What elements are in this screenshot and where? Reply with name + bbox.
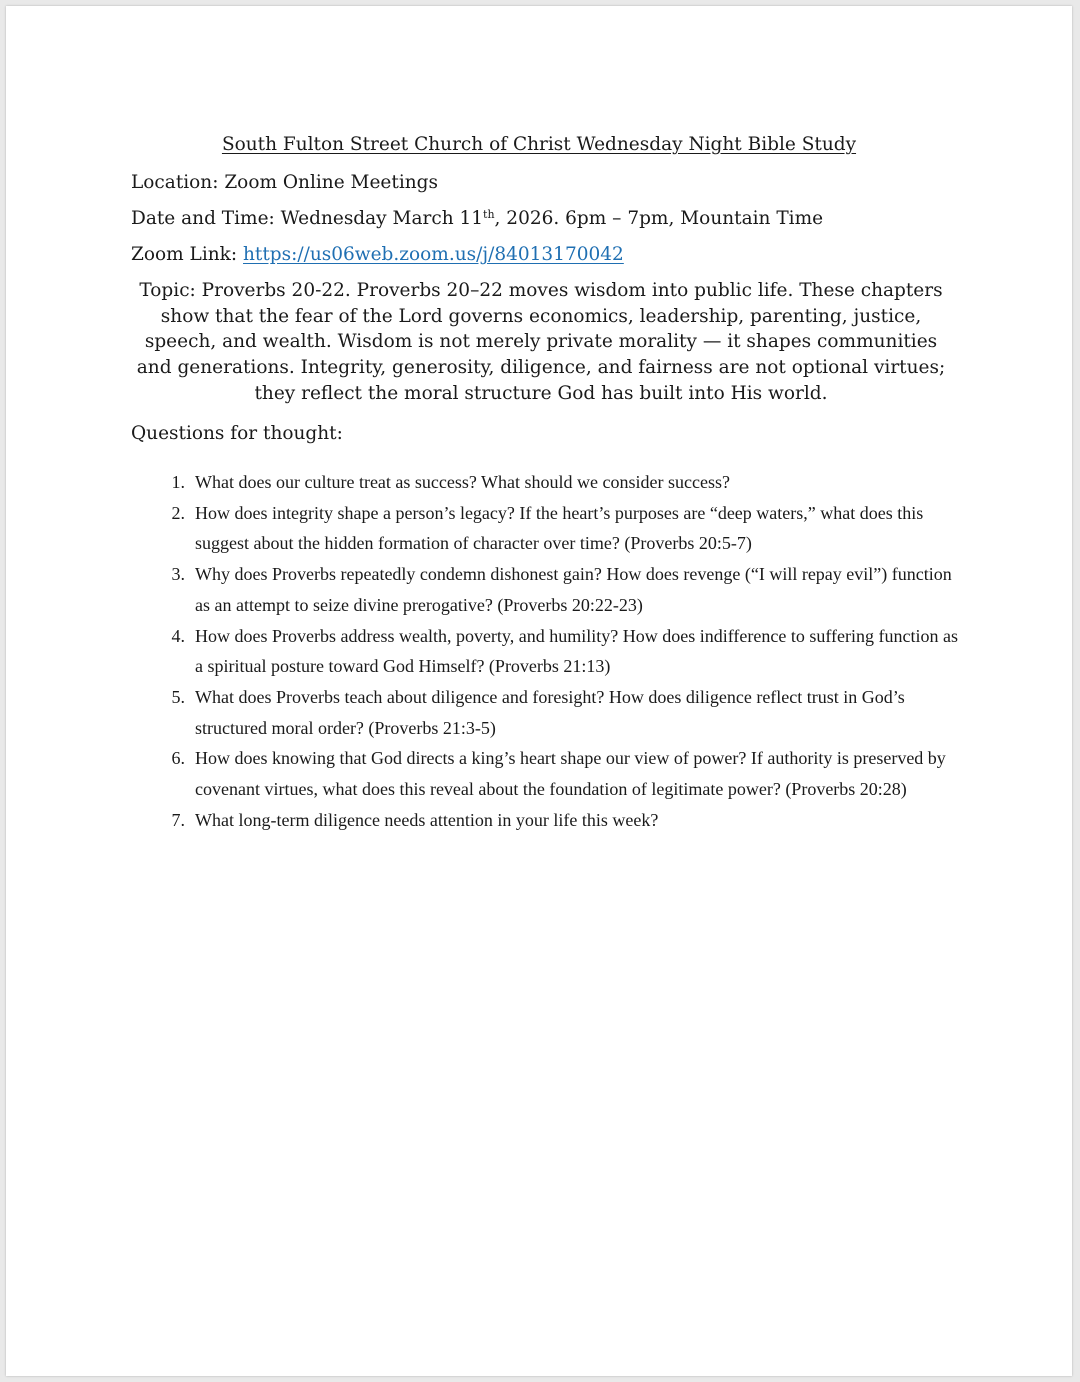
questions-heading: Questions for thought: <box>131 423 343 444</box>
question-text: What long-term diligence needs attention in your life this week? <box>195 809 659 830</box>
questions-list <box>131 467 961 835</box>
zoom-link-label: Zoom Link: <box>131 244 243 265</box>
location-line: Location: Zoom Online Meetings <box>131 172 438 193</box>
question-item <box>131 467 961 498</box>
question-number: 6. <box>171 748 185 769</box>
question-number: 4. <box>171 625 185 646</box>
date-time-line <box>131 208 823 229</box>
question-number: 2. <box>171 502 185 523</box>
question-number: 1. <box>171 472 185 492</box>
question-item <box>131 743 961 804</box>
date-ordinal-suffix: th <box>483 208 495 221</box>
question-item <box>131 621 961 682</box>
question-item <box>131 559 961 620</box>
question-text: How does integrity shape a person’s legacy? If the heart’s purposes are “deep waters,” what does this suggest about the hidden formation of character over time? (Proverbs 20:5-7) <box>195 502 924 554</box>
question-text: Why does Proverbs repeatedly condemn dishonest gain? How does revenge (“I will repay evil”) function as an attempt to seize divine prerogative? (Proverbs 20:22-23) <box>195 564 952 615</box>
question-number: 5. <box>171 686 185 707</box>
topic-paragraph: Topic: Proverbs 20-22. Proverbs 20–22 moves wisdom into public life. These chapters show that the fear of the Lord governs economics, leadership, parenting, justice, speech, and wealth. Wisdom is not merely private morality — it shapes communities and generations. Integrity, generosity, diligence, and fairness are not optional virtues; they reflect the moral structure God has built into His world. <box>136 280 946 404</box>
document-page <box>6 6 1072 1376</box>
question-text: How does Proverbs address wealth, poverty, and humility? How does indifference to suffering function as a spiritual posture toward God Himself? (Proverbs 21:13) <box>195 625 958 677</box>
zoom-link[interactable]: https://us06web.zoom.us/j/84013170042 <box>243 244 624 265</box>
question-text: How does knowing that God directs a king’s heart shape our view of power? If authority is preserved by covenant virtues, what does this reveal about the foundation of legitimate power? (Proverbs 20:28) <box>195 748 946 800</box>
question-number: 3. <box>171 564 185 585</box>
question-number: 7. <box>171 809 185 830</box>
date-time-prefix: Date and Time: Wednesday March 11 <box>131 208 484 229</box>
question-item <box>131 805 961 836</box>
date-time-rest: , 2026. 6pm – 7pm, Mountain Time <box>494 208 824 229</box>
question-text: What does our culture treat as success? What should we consider success? <box>195 472 730 492</box>
question-text: What does Proverbs teach about diligence and foresight? How does diligence reflect trust in God’s structured moral order? (Proverbs 21:3-5) <box>195 686 905 738</box>
question-item <box>131 498 961 559</box>
question-item <box>131 682 961 743</box>
zoom-link-line <box>131 244 624 265</box>
document-title: South Fulton Street Church of Christ Wednesday Night Bible Study <box>221 134 857 155</box>
